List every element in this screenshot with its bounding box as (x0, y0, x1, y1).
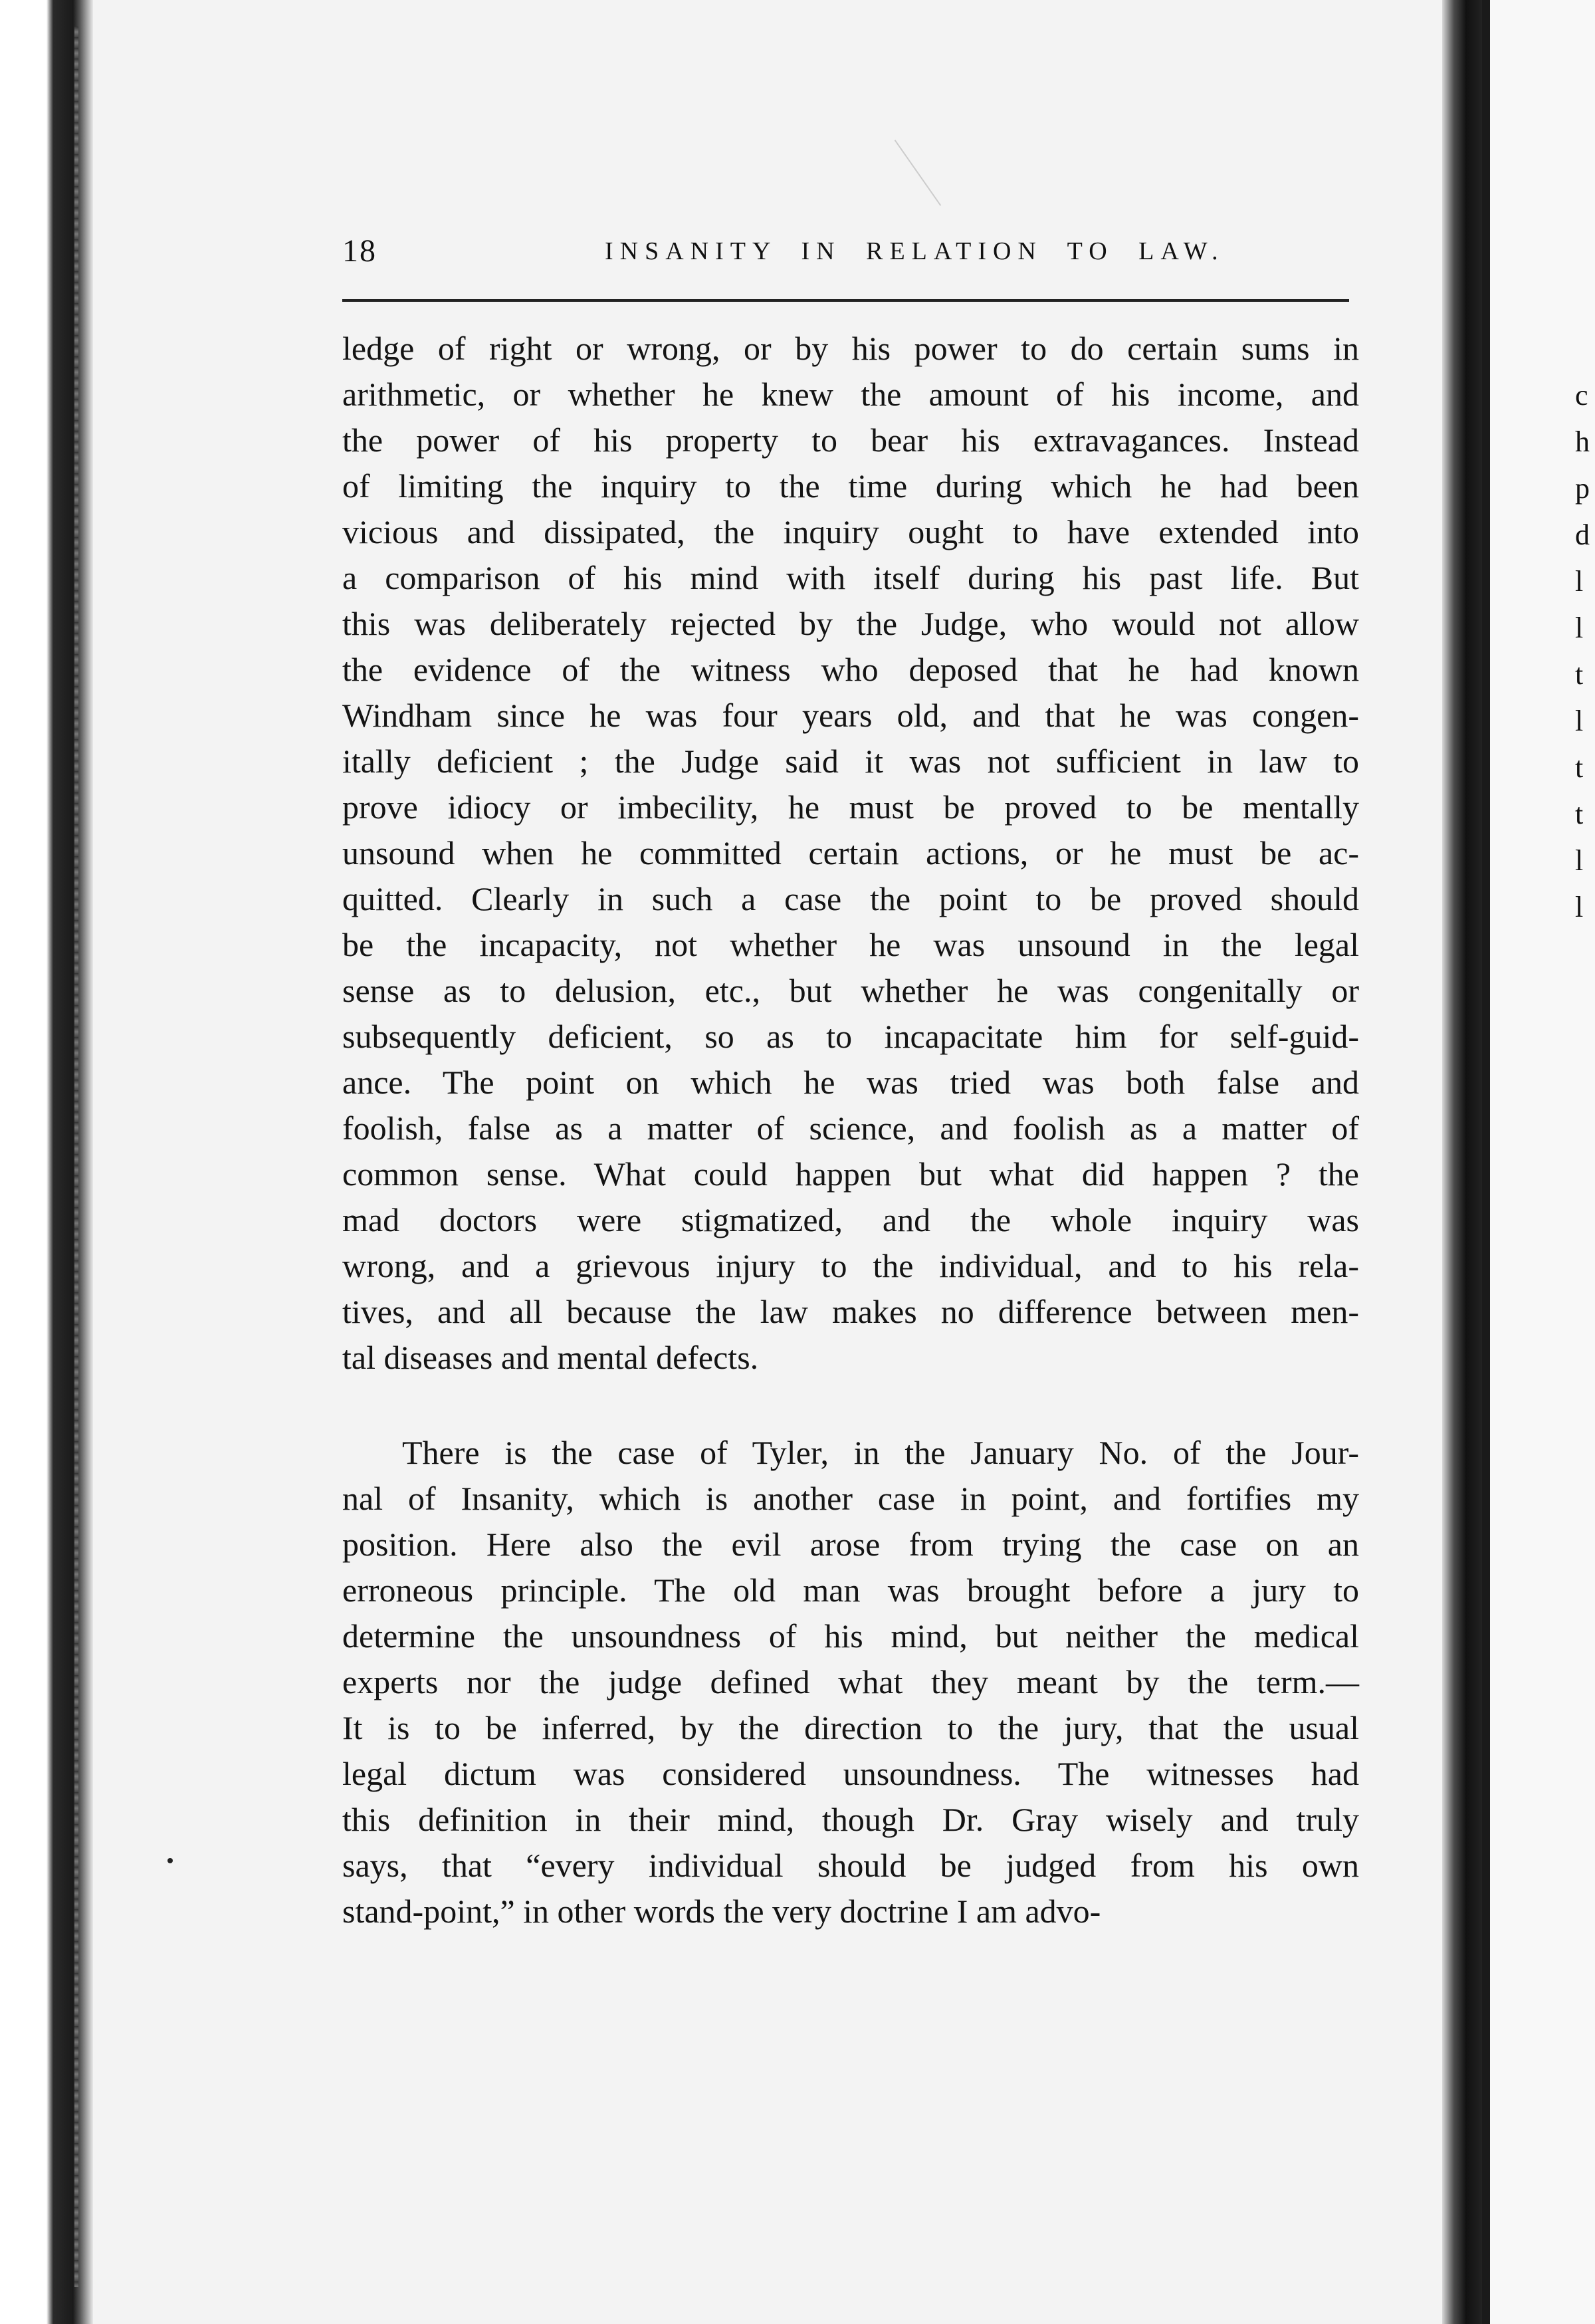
text-line: determine the unsoundness of his mind, but neither the medical (342, 1617, 1359, 1655)
text-line: mad doctors were stigmatized, and the whole inquiry was (342, 1201, 1359, 1238)
adjacent-page-glyph: l (1575, 705, 1584, 737)
text-line: Windham since he was four years old, and that he was congen- (342, 697, 1359, 734)
text-line: subsequently deficient, so as to incapacitate him for self-guid- (342, 1018, 1359, 1055)
text-line: position. Here also the evil arose from trying the case on an (342, 1526, 1359, 1563)
text-line: a comparison of his mind with itself during his past life. But (342, 559, 1359, 596)
text-line: There is the case of Tyler, in the January No. of the Jour- (402, 1434, 1359, 1471)
text-line: ance. The point on which he was tried was both false and (342, 1064, 1359, 1101)
running-title: INSANITY IN RELATION TO LAW. (605, 237, 1225, 265)
page-number: 18 (342, 233, 377, 269)
paragraph (342, 326, 1359, 1381)
text-line: of limiting the inquiry to the time during which he had been (342, 467, 1359, 505)
adjacent-page-glyph: h (1575, 425, 1590, 458)
header-rule (342, 299, 1349, 302)
adjacent-page-glyph: l (1575, 612, 1584, 644)
adjacent-page-glyph: l (1575, 565, 1584, 598)
adjacent-page-text-fragments (1575, 372, 1595, 931)
text-line: common sense. What could happen but what did happen ? the (342, 1155, 1359, 1193)
adjacent-page-glyph: p (1575, 472, 1590, 505)
text-line: the evidence of the witness who deposed that he had known (342, 651, 1359, 688)
adjacent-page-glyph: t (1575, 798, 1584, 830)
text-line: nal of Insanity, which is another case in point, and fortifies my (342, 1480, 1359, 1517)
paragraph-gap (342, 1381, 1359, 1430)
running-head (342, 233, 1359, 273)
text-line: legal dictum was considered unsoundness. The witnesses had (342, 1755, 1359, 1792)
adjacent-page (1482, 0, 1595, 2324)
paragraph (342, 1430, 1359, 1934)
text-line: prove idiocy or imbecility, he must be proved to be mentally (342, 788, 1359, 826)
text-line: foolish, false as a matter of science, and foolish as a matter of (342, 1109, 1359, 1147)
text-line: this definition in their mind, though Dr. Gray wisely and truly (342, 1801, 1359, 1838)
text-line: It is to be inferred, by the direction to the jury, that the usual (342, 1709, 1359, 1746)
adjacent-page-glyph: l (1575, 891, 1584, 923)
scan-left-edge (0, 0, 100, 2324)
text-line: sense as to delusion, etc., but whether he was congenitally or (342, 972, 1359, 1009)
adjacent-page-edge (1482, 0, 1490, 2324)
text-line: says, that “every individual should be judged from his own (342, 1847, 1359, 1884)
page-gutter-shadow (1442, 0, 1482, 2324)
adjacent-page-glyph: d (1575, 519, 1590, 551)
text-line: stand-point,” in other words the very doctrine I am advo- (342, 1893, 1101, 1930)
text-line: tives, and all because the law makes no difference between men- (342, 1293, 1359, 1330)
text-line: ledge of right or wrong, or by his power to do certain sums in (342, 330, 1359, 367)
text-line: be the incapacity, not whether he was unsound in the legal (342, 926, 1359, 963)
adjacent-page-glyph: l (1575, 844, 1584, 877)
text-line: arithmetic, or whether he knew the amount of his income, and (342, 376, 1359, 413)
text-line: unsound when he committed certain actions, or he must be ac- (342, 834, 1359, 872)
text-line: vicious and dissipated, the inquiry ought to have extended into (342, 513, 1359, 550)
text-line: the power of his property to bear his extravagances. Instead (342, 421, 1359, 459)
text-line: quitted. Clearly in such a case the point to be proved should (342, 880, 1359, 917)
adjacent-page-glyph: c (1575, 379, 1588, 411)
text-line: tal diseases and mental defects. (342, 1339, 759, 1376)
text-line: experts nor the judge defined what they meant by the term.— (342, 1663, 1359, 1700)
adjacent-page-glyph: t (1575, 751, 1584, 784)
scan-speck (167, 1858, 173, 1863)
body-text (342, 326, 1359, 1934)
text-line: this was deliberately rejected by the Judge, who would not allow (342, 605, 1359, 642)
adjacent-page-glyph: t (1575, 658, 1584, 691)
text-line: erroneous principle. The old man was brought before a jury to (342, 1571, 1359, 1609)
text-line: itally deficient ; the Judge said it was not sufficient in law to (342, 743, 1359, 780)
text-line: wrong, and a grievous injury to the individual, and to his rela- (342, 1247, 1359, 1284)
